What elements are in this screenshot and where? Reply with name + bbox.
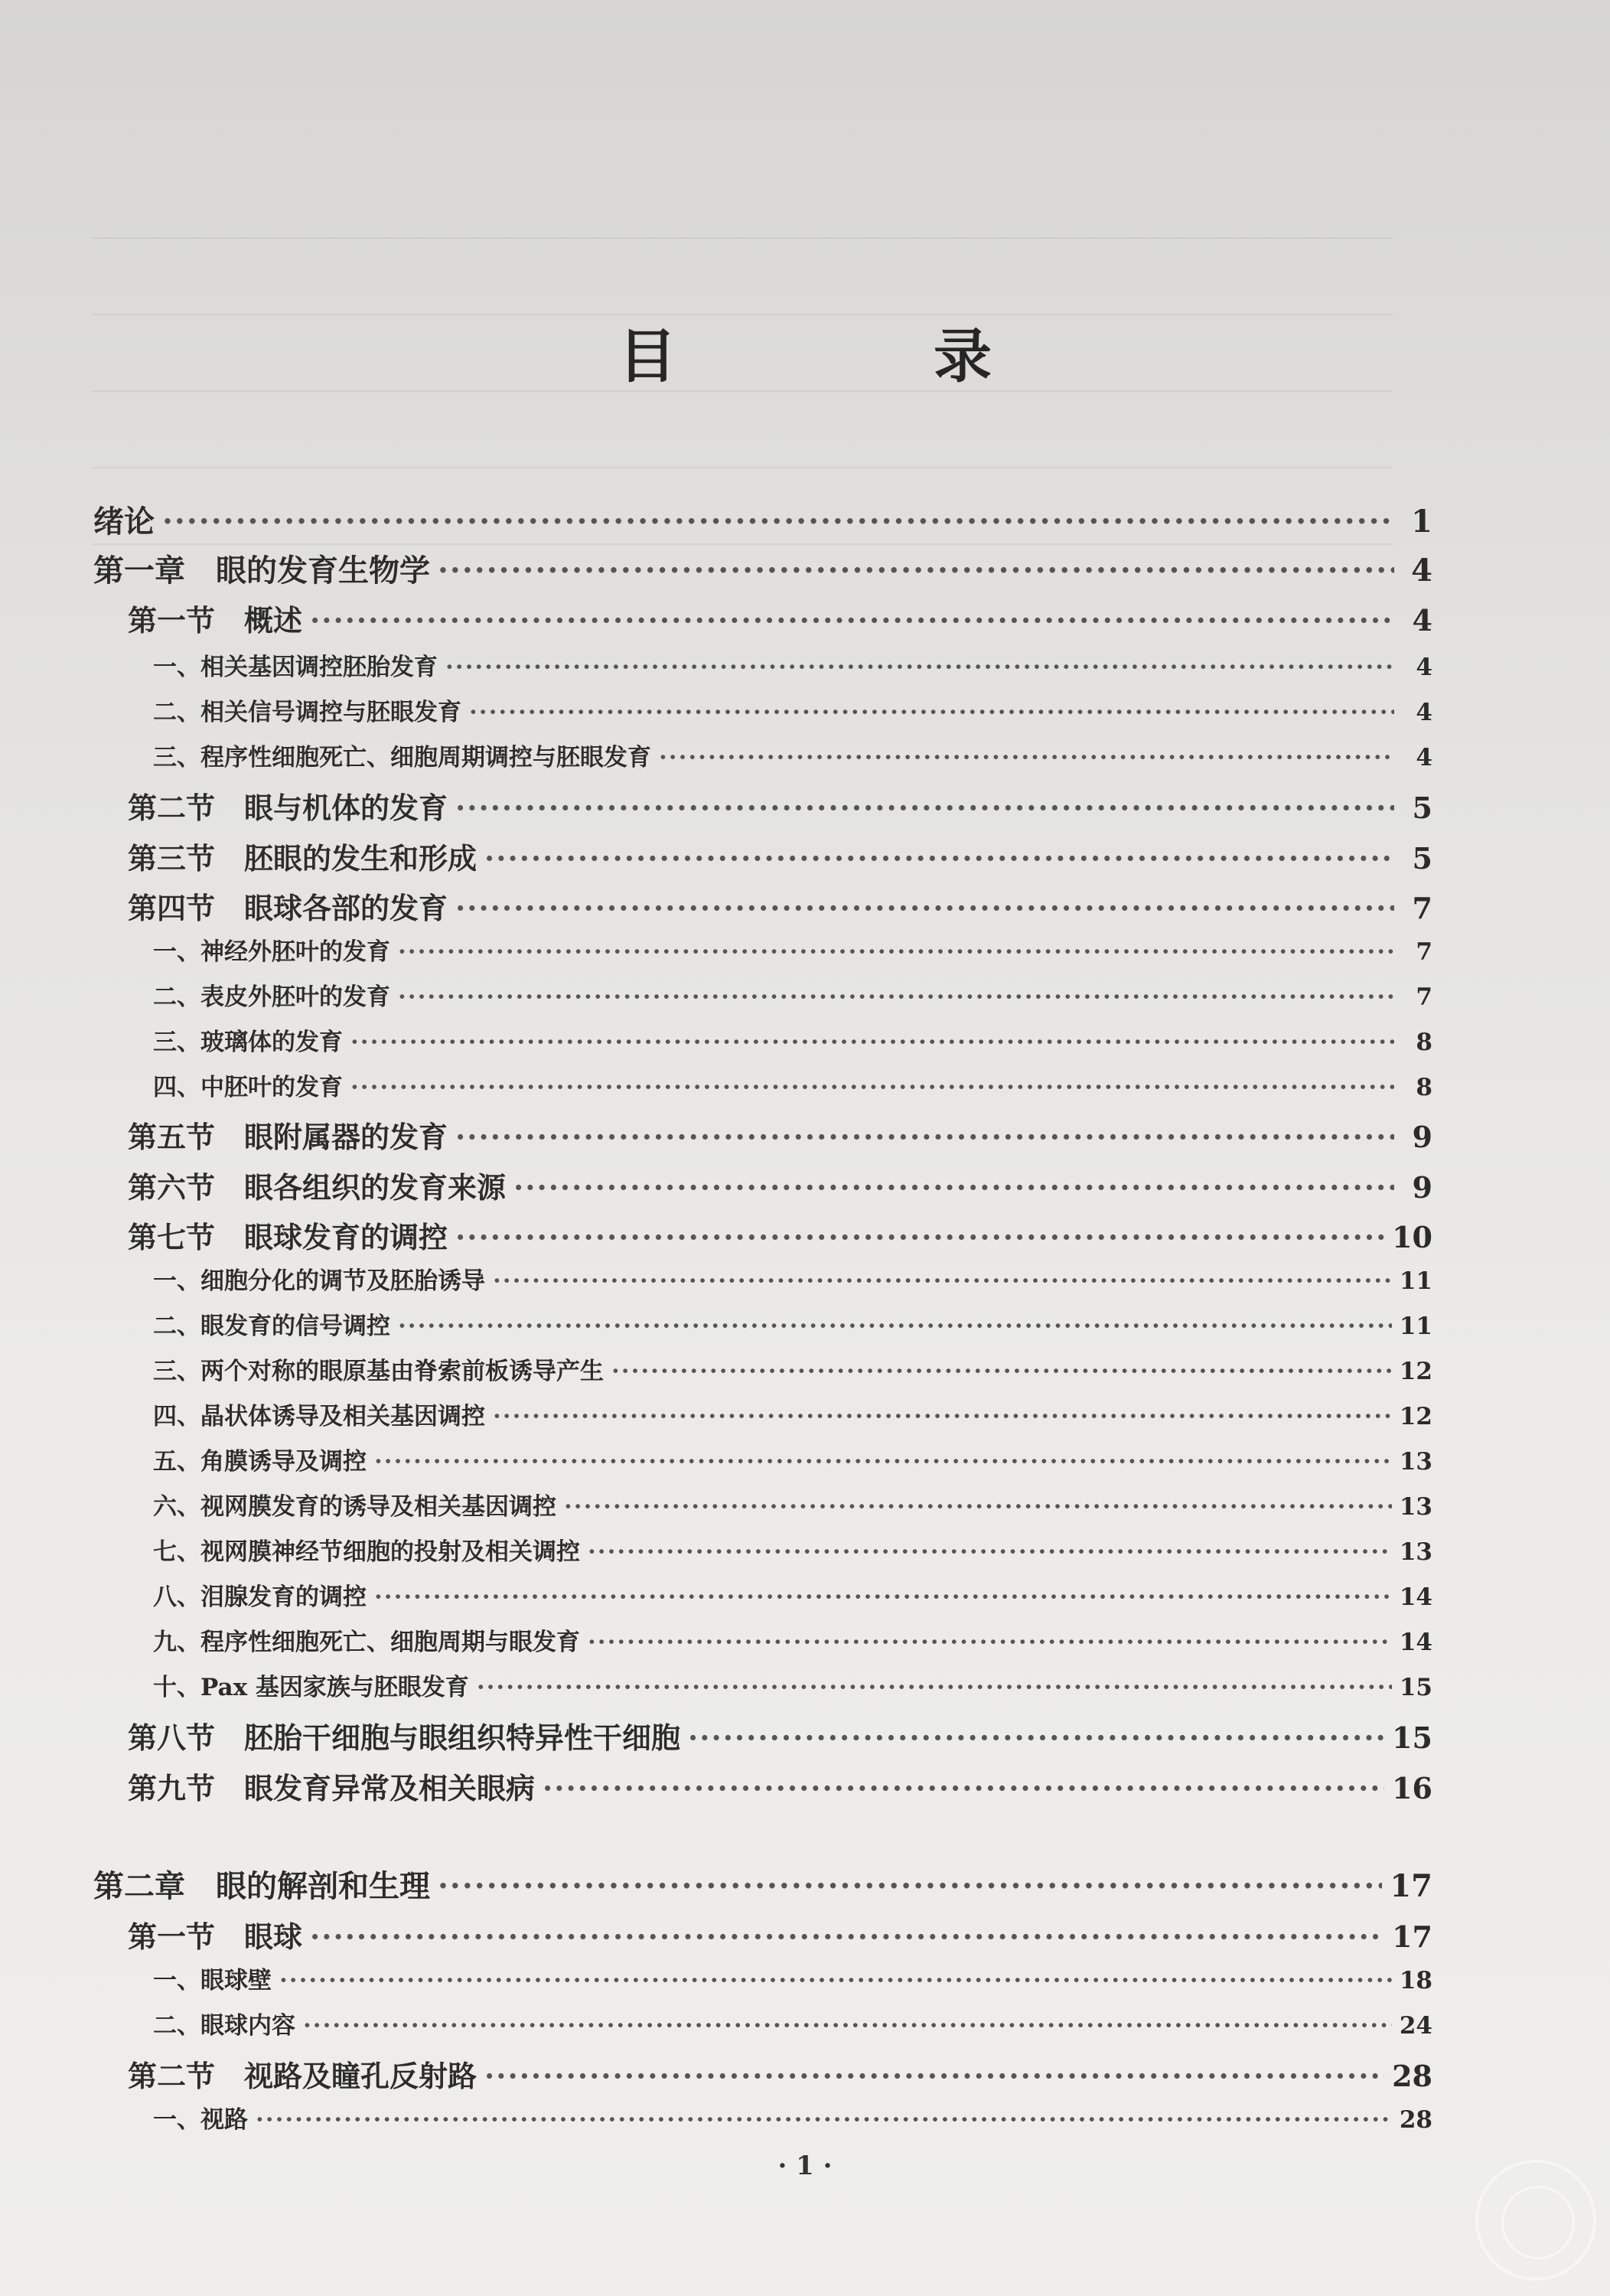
toc-entry-section[interactable] [128,1214,1432,1256]
toc-entry-subsection[interactable] [153,1352,1432,1386]
toc-entry-page: 24 [1399,2012,1432,2040]
toc-entry-subsection[interactable] [153,1487,1432,1521]
toc-entry-section[interactable] [128,1765,1432,1807]
leader-dots [310,1919,1384,1954]
leader-dots [374,1448,1392,1476]
toc-entry-label: 七、视网膜神经节细胞的投射及相关调控 [153,1538,580,1566]
toc-entry-page: 7 [1416,983,1432,1011]
toc-entry-section[interactable] [128,835,1432,877]
toc-entry-subsection[interactable] [153,647,1432,682]
toc-entry-page: 15 [1392,1720,1432,1755]
leader-dots [564,1493,1392,1521]
toc-entry-subsection[interactable] [153,1961,1432,1995]
leader-dots [493,1267,1392,1295]
toc-entry-chapter-1[interactable] [93,546,1432,590]
toc-entry-label: 第九节 眼发育异常及相关眼病 [128,1771,536,1805]
leader-dots [455,1120,1394,1154]
page-title: 目 录 [618,322,1091,390]
leader-dots [438,1868,1382,1904]
leader-dots [469,699,1394,726]
leader-dots [350,1074,1394,1101]
toc-entry-subsection[interactable] [153,2006,1432,2040]
toc-entry-label: 五、角膜诱导及调控 [153,1448,367,1476]
toc-entry-page: 12 [1399,1358,1432,1385]
toc-entry-label: 一、视路 [153,2106,248,2134]
leader-dots [350,1029,1394,1056]
toc-entry-page: 13 [1399,1538,1432,1566]
toc-entry-label: 一、眼球壁 [153,1967,272,1994]
toc-entry-page: 16 [1392,1771,1432,1805]
toc-entry-page: 14 [1399,1583,1432,1611]
toc-entry-section[interactable] [128,885,1432,927]
toc-entry-label: 四、晶状体诱导及相关基因调控 [153,1403,485,1430]
toc-entry-subsection[interactable] [153,2100,1432,2135]
toc-entry-subsection[interactable] [153,1022,1432,1057]
toc-entry-section[interactable] [128,1164,1432,1206]
toc-entry-label: 一、细胞分化的调节及胚胎诱导 [153,1267,485,1295]
leader-dots [310,603,1394,638]
toc-entry-section[interactable] [128,784,1432,827]
watermark-seal-icon [1475,2160,1596,2281]
toc-entry-label: 八、泪腺发育的调控 [153,1583,367,1611]
toc-entry-page: 10 [1392,1220,1432,1254]
toc-entry-label: 一、相关基因调控胚胎发育 [153,654,438,681]
toc-entry-page: 5 [1412,841,1432,876]
toc-entry-page: 4 [1411,553,1432,589]
watermark-inner-ring [1501,2186,1575,2259]
toc-entry-label: 二、眼球内容 [153,2012,295,2040]
toc-entry-label: 第五节 眼附属器的发育 [128,1120,448,1154]
toc-entry-page: 9 [1412,1120,1432,1154]
toc-entry-page: 28 [1399,2106,1432,2134]
toc-entry-page: 11 [1399,1313,1432,1340]
toc-entry-subsection[interactable] [153,1068,1432,1102]
leader-dots [455,891,1394,925]
leader-dots [588,1629,1392,1656]
toc-entry-page: 13 [1399,1448,1432,1476]
leader-dots [303,2012,1392,2040]
leader-dots [659,744,1394,771]
leader-dots [455,791,1394,825]
toc-entry-page: 4 [1412,603,1432,638]
toc-entry-label: 二、表皮外胚叶的发育 [153,983,390,1011]
toc-entry-page: 15 [1399,1674,1432,1701]
toc-entry-label: 三、程序性细胞死亡、细胞周期调控与胚眼发育 [153,744,651,771]
leader-dots [513,1170,1394,1205]
toc-entry-page: 4 [1416,654,1432,681]
toc-entry-label: 第一节 概述 [128,603,303,638]
toc-entry-subsection[interactable] [153,932,1432,967]
page-number-footer: · 1 · [777,2151,833,2181]
leader-dots [455,1220,1384,1254]
leader-dots [493,1403,1392,1430]
toc-entry-section[interactable] [128,1114,1432,1156]
leader-dots [438,553,1394,589]
toc-entry-page: 12 [1399,1403,1432,1430]
toc-entry-label: 十、Pax 基因家族与胚眼发育 [153,1674,469,1701]
toc-entry-subsection[interactable] [153,1623,1432,1657]
toc-entry-label: 六、视网膜发育的诱导及相关基因调控 [153,1493,556,1521]
toc-entry-page: 1 [1411,504,1432,540]
leader-dots [477,1674,1392,1701]
toc-entry-label: 第二节 眼与机体的发育 [128,791,448,825]
leader-dots [445,654,1394,681]
toc-entry-subsection[interactable] [153,1306,1432,1341]
toc-entry-subsection[interactable] [153,1532,1432,1567]
toc-entry-page: 17 [1392,1919,1432,1954]
toc-entry-section[interactable] [128,2053,1432,2095]
toc-entry-subsection[interactable] [153,1442,1432,1476]
toc-entry-label: 第六节 眼各组织的发育来源 [128,1170,507,1205]
toc-entry-label: 一、神经外胚叶的发育 [153,938,390,966]
leader-dots [256,2106,1392,2134]
toc-entry-page: 4 [1416,699,1432,726]
leader-dots [398,938,1394,966]
toc-entry-label: 第三节 胚眼的发生和形成 [128,841,477,876]
toc-entry-label: 第七节 眼球发育的调控 [128,1220,448,1254]
toc-entry-label: 绪论 [93,504,155,540]
toc-entry-page: 28 [1392,2059,1432,2093]
toc-entry-page: 7 [1416,938,1432,966]
toc-entry-page: 8 [1416,1029,1432,1056]
leader-dots [484,2059,1384,2093]
toc-entry-page: 18 [1399,1967,1432,1994]
toc-entry-label: 二、眼发育的信号调控 [153,1313,390,1340]
toc-entry-page: 8 [1416,1074,1432,1101]
toc-entry-subsection[interactable] [153,693,1432,727]
toc-entry-page: 13 [1399,1493,1432,1521]
toc-entry-page: 17 [1390,1868,1432,1904]
toc-entry-section[interactable] [128,1913,1432,1955]
toc-entry-chapter-2[interactable] [93,1862,1432,1906]
toc-entry-subsection[interactable] [153,1577,1432,1612]
toc-entry-section[interactable] [128,1714,1432,1756]
toc-entry-label: 三、两个对称的眼原基由脊索前板诱导产生 [153,1358,604,1385]
toc-entry-page: 9 [1412,1170,1432,1205]
leader-dots [374,1583,1392,1611]
leader-dots [162,504,1394,540]
leader-dots [611,1358,1392,1385]
leader-dots [484,841,1394,876]
leader-dots [398,1313,1392,1340]
toc-entry-label: 第二章 眼的解剖和生理 [93,1868,430,1904]
toc-entry-label: 第一节 眼球 [128,1919,303,1954]
toc-entry-label: 九、程序性细胞死亡、细胞周期与眼发育 [153,1629,580,1656]
toc-entry-label: 三、玻璃体的发育 [153,1029,343,1056]
toc-entry-label: 第二节 视路及瞳孔反射路 [128,2059,477,2093]
toc-entry-introduction[interactable] [93,497,1432,541]
toc-entry-page: 4 [1416,744,1432,771]
leader-dots [543,1771,1384,1805]
leader-dots [398,983,1394,1011]
toc-entry-subsection[interactable] [153,738,1432,772]
toc-entry-subsection[interactable] [153,1261,1432,1296]
toc-entry-label: 第八节 胚胎干细胞与眼组织特异性干细胞 [128,1720,681,1755]
toc-entry-subsection[interactable] [153,977,1432,1012]
toc-entry-label: 第四节 眼球各部的发育 [128,891,448,925]
toc-entry-page: 5 [1412,791,1432,825]
toc-entry-label: 四、中胚叶的发育 [153,1074,343,1101]
toc-entry-page: 14 [1399,1629,1432,1656]
toc-entry-page: 7 [1412,891,1432,925]
toc-entry-subsection[interactable] [153,1668,1432,1702]
toc-entry-page: 11 [1399,1267,1432,1295]
leader-dots [588,1538,1392,1566]
toc-entry-label: 第一章 眼的发育生物学 [93,553,430,589]
toc-entry-subsection[interactable] [153,1397,1432,1431]
leader-dots [279,1967,1392,1994]
toc-entry-label: 二、相关信号调控与胚眼发育 [153,699,461,726]
toc-entry-section[interactable] [128,597,1432,639]
leader-dots [688,1720,1384,1755]
